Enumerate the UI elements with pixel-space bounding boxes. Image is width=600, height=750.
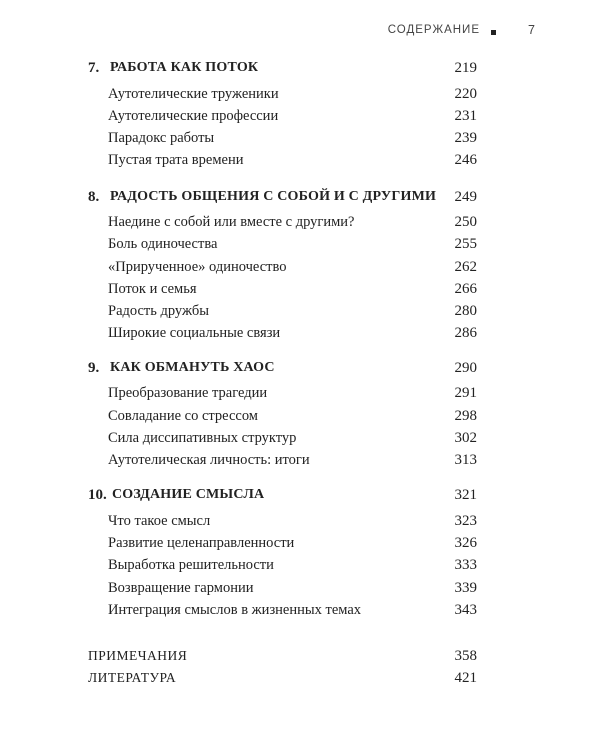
section-page: 333 xyxy=(454,557,477,573)
toc-section[interactable] xyxy=(0,104,600,128)
toc-section[interactable] xyxy=(0,531,600,555)
toc-section[interactable] xyxy=(0,426,600,450)
chapter-title: СОЗДАНИЕ СМЫСЛА xyxy=(112,487,265,502)
section-page: 298 xyxy=(454,408,477,424)
section-title: «Прирученное» одиночество xyxy=(108,259,287,275)
toc-section[interactable] xyxy=(0,299,600,323)
section-page: 231 xyxy=(454,108,477,124)
section-page: 220 xyxy=(454,86,477,102)
section-page: 302 xyxy=(454,430,477,446)
toc-section[interactable] xyxy=(0,255,600,279)
chapter-number: 9. xyxy=(88,360,100,376)
section-title: Поток и семья xyxy=(108,281,197,297)
section-page: 280 xyxy=(454,303,477,319)
chapter-number: 8. xyxy=(88,189,100,205)
section-title: Боль одиночества xyxy=(108,236,218,252)
section-title: Парадокс работы xyxy=(108,130,215,146)
toc-section[interactable] xyxy=(0,210,600,234)
back-matter-page: 358 xyxy=(454,648,477,664)
section-title: Выработка решительности xyxy=(108,557,274,573)
section-title: Широкие социальные связи xyxy=(108,325,281,341)
toc-chapter-10[interactable] xyxy=(0,483,600,507)
back-matter-title: ЛИТЕРАТУРА xyxy=(88,670,177,685)
toc-section[interactable] xyxy=(0,321,600,345)
section-title: Радость дружбы xyxy=(108,303,209,319)
section-page: 250 xyxy=(454,214,477,230)
chapter-number: 7. xyxy=(88,60,100,76)
toc-section[interactable] xyxy=(0,232,600,256)
back-matter-page: 421 xyxy=(454,670,477,686)
running-head: СОДЕРЖАНИЕ xyxy=(387,24,480,36)
toc-back-notes[interactable] xyxy=(0,644,600,668)
toc-back-literature[interactable] xyxy=(0,666,600,690)
section-page: 266 xyxy=(454,281,477,297)
toc-section[interactable] xyxy=(0,381,600,405)
section-page: 246 xyxy=(454,152,477,168)
section-title: Интеграция смыслов в жизненных темах xyxy=(108,602,362,618)
section-title: Аутотелические труженики xyxy=(108,86,279,102)
section-page: 313 xyxy=(454,452,477,468)
running-head-marker xyxy=(491,30,496,35)
section-page: 286 xyxy=(454,325,477,341)
section-title: Сила диссипативных структур xyxy=(108,430,297,446)
toc-chapter-8[interactable] xyxy=(0,185,600,209)
section-page: 339 xyxy=(454,580,477,596)
section-page: 326 xyxy=(454,535,477,551)
chapter-page: 321 xyxy=(454,487,477,503)
section-title: Пустая трата времени xyxy=(108,152,244,168)
toc-section[interactable] xyxy=(0,448,600,472)
toc-section[interactable] xyxy=(0,553,600,577)
section-page: 343 xyxy=(454,602,477,618)
toc-section[interactable] xyxy=(0,82,600,106)
chapter-title: РАБОТА КАК ПОТОК xyxy=(110,60,259,75)
toc-section[interactable] xyxy=(0,509,600,533)
section-page: 262 xyxy=(454,259,477,275)
toc-section[interactable] xyxy=(0,404,600,428)
toc-section[interactable] xyxy=(0,277,600,301)
section-page: 291 xyxy=(454,385,477,401)
toc-chapter-7[interactable] xyxy=(0,56,600,80)
section-title: Наедине с собой или вместе с другими? xyxy=(108,214,355,230)
section-page: 323 xyxy=(454,513,477,529)
toc-section[interactable] xyxy=(0,598,600,622)
chapter-number: 10. xyxy=(88,487,107,503)
section-title: Развитие целенаправленности xyxy=(108,535,295,551)
section-page: 255 xyxy=(454,236,477,252)
chapter-page: 219 xyxy=(454,60,477,76)
section-page: 239 xyxy=(454,130,477,146)
page-number: 7 xyxy=(528,23,535,37)
toc-section[interactable] xyxy=(0,576,600,600)
section-title: Совладание со стрессом xyxy=(108,408,258,424)
toc-section[interactable] xyxy=(0,126,600,150)
toc-chapter-9[interactable] xyxy=(0,356,600,380)
chapter-title: КАК ОБМАНУТЬ ХАОС xyxy=(110,360,275,375)
back-matter-title: ПРИМЕЧАНИЯ xyxy=(88,648,188,663)
chapter-page: 249 xyxy=(454,189,477,205)
section-title: Преобразование трагедии xyxy=(108,385,268,401)
section-title: Возвращение гармонии xyxy=(108,580,254,596)
section-title: Аутотелические профессии xyxy=(108,108,279,124)
section-title: Аутотелическая личность: итоги xyxy=(108,452,310,468)
chapter-title: РАДОСТЬ ОБЩЕНИЯ С СОБОЙ И С ДРУГИМИ xyxy=(110,189,437,204)
section-title: Что такое смысл xyxy=(108,513,211,529)
toc-section[interactable] xyxy=(0,148,600,172)
chapter-page: 290 xyxy=(454,360,477,376)
